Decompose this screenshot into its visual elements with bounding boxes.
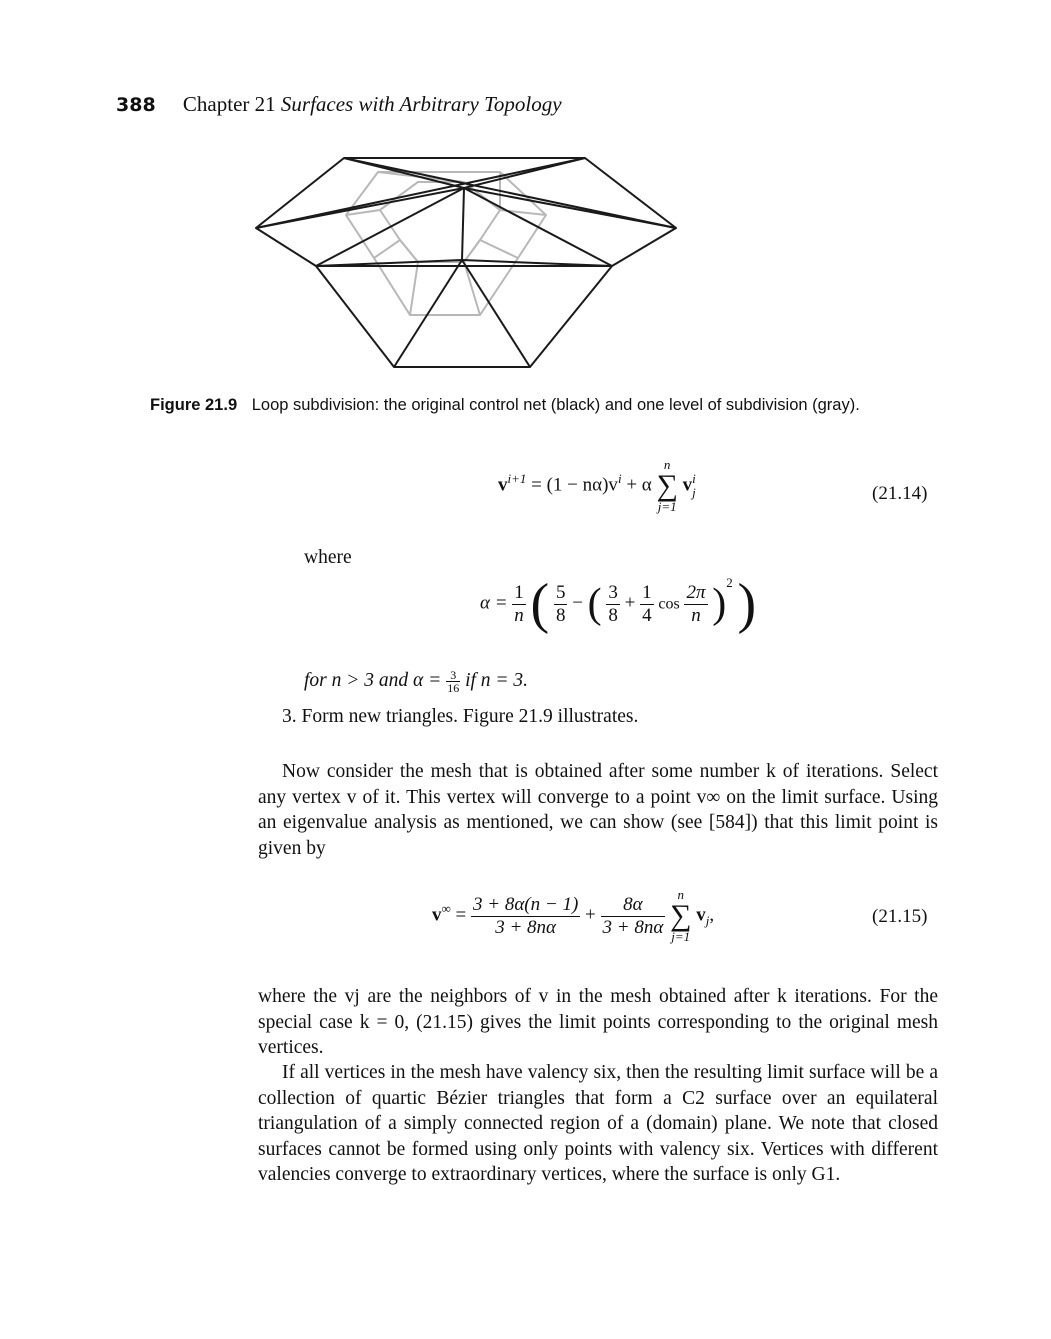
alpha-definition [480,573,757,635]
alpha-f4-num: 1 [642,581,652,603]
alpha-frac-1-over-n [512,582,526,627]
eq2-v: v [696,904,706,926]
condition-frac-num: 3 [446,669,460,682]
alpha-cos: cos [658,595,680,613]
eq1-v-sup: i [692,471,696,486]
figure-label: Figure 21.9 [150,396,238,414]
alpha-f5-den: n [691,604,701,626]
eq1-sum-bottom: j=1 [657,499,677,514]
eq2-lhs: v [432,904,442,926]
equation-21-15 [432,888,714,944]
eq1-term1-sup: i [617,471,622,487]
eq2-f1-den: 3 + 8nα [495,916,557,938]
eq1-sum-top: n [663,457,671,472]
condition-suffix: if n = 3. [465,670,529,691]
equation-number-21-14: (21.14) [872,483,928,504]
condition-prefix: for n > 3 and α = [304,670,442,691]
running-header [116,92,562,117]
eq2-equals: = [455,904,467,926]
paragraph-2: where the vj are the neighbors of v in the mesh obtained after k iterations. For the special case k = 0, (21.15) gives the limit points corresponding to the original mesh vertices. [258,986,938,1058]
alpha-f2-num: 5 [555,581,566,603]
eq2-frac-1 [471,894,580,939]
paragraph-1: Now consider the mesh that is obtained after some number k of iterations. Select any vertex v of it. This vertex will converge to a point v∞ on the limit surface. Using an eigenvalue analysis as mentioned, we can show (see [584]) that this limit point is given by [258,761,938,859]
alpha-open-paren-outer: ( [530,573,550,635]
alpha-frac-5-over-8 [554,582,568,627]
eq2-sum-bottom: j=1 [671,929,691,944]
condition-line [304,668,528,694]
figure-caption [150,396,860,415]
alpha-f5-num: 2π [686,581,706,603]
alpha-close-paren-outer: ) [737,573,757,635]
alpha-open-paren-inner: ( [587,581,602,627]
eq2-f2-den: 3 + 8nα [602,916,664,938]
chapter-title: Surfaces with Arbitrary Topology [280,92,562,116]
page-number: 388 [116,94,156,116]
equation-21-14 [498,458,696,514]
eq2-summation [670,888,691,944]
alpha-f3-num: 3 [608,581,618,603]
where-label: where [304,547,352,568]
eq2-frac-2 [601,894,666,939]
eq2-trailing-comma: , [709,904,715,926]
eq1-sum-symbol: ∑ [656,469,678,502]
alpha-frac-3-over-8 [606,582,620,627]
eq1-lhs-sup: i+1 [507,471,527,487]
condition-fraction [446,669,460,694]
alpha-f1-num: 1 [514,581,524,603]
paragraph-3: If all vertices in the mesh have valency six, then the resulting limit surface will be a collection of quartic Bézier triangles that form a C2 surface over an equilateral triangulation of a simply connected region of a (domain) plane. We note that closed surfaces cannot be formed using only points with valency six. Vertices with different valencies converge to extraordinary vertices, where the surface is only G1. [258,1062,938,1185]
alpha-f2-den: 8 [555,604,566,626]
figure-caption-text: Loop subdivision: the original control net (black) and one level of subdivision (gray). [251,396,860,414]
alpha-f3-den: 8 [608,604,618,626]
eq2-sum-top: n [677,887,684,902]
loop-subdivision-figure [250,150,680,375]
eq2-f2-num: 8α [601,894,666,917]
eq1-lhs: v [498,474,508,496]
alpha-plus: + [624,592,636,614]
alpha-f4-den: 4 [642,604,652,626]
eq1-plus-alpha: + α [626,474,652,496]
eq2-f1-num: 3 + 8α(n − 1) [473,893,579,915]
alpha-minus: − [572,592,583,614]
eq2-v-sub: j [705,913,710,929]
eq2-lhs-sup: ∞ [441,901,451,917]
alpha-frac-1-over-4 [640,582,654,627]
alpha-frac-2pi-over-n [684,582,707,627]
original-net [256,158,676,367]
eq1-summation [656,458,677,514]
alpha-lhs: α = [480,592,508,614]
alpha-exponent: 2 [726,575,733,591]
equation-number-21-15: (21.15) [872,906,928,927]
alpha-close-paren-inner: ) [712,581,727,627]
eq2-plus: + [585,904,596,926]
step-3: 3. Form new triangles. Figure 21.9 illustrates. [282,706,639,727]
eq1-v-sub: j [692,485,696,500]
chapter-label: Chapter 21 [182,92,276,116]
alpha-f1-den: n [514,604,524,626]
eq1-v: v [682,474,693,496]
eq2-sum-symbol: ∑ [670,899,692,932]
condition-frac-den: 16 [447,681,460,696]
eq1-term1: (1 − nα)v [546,474,618,496]
eq1-equals: = [531,474,542,496]
